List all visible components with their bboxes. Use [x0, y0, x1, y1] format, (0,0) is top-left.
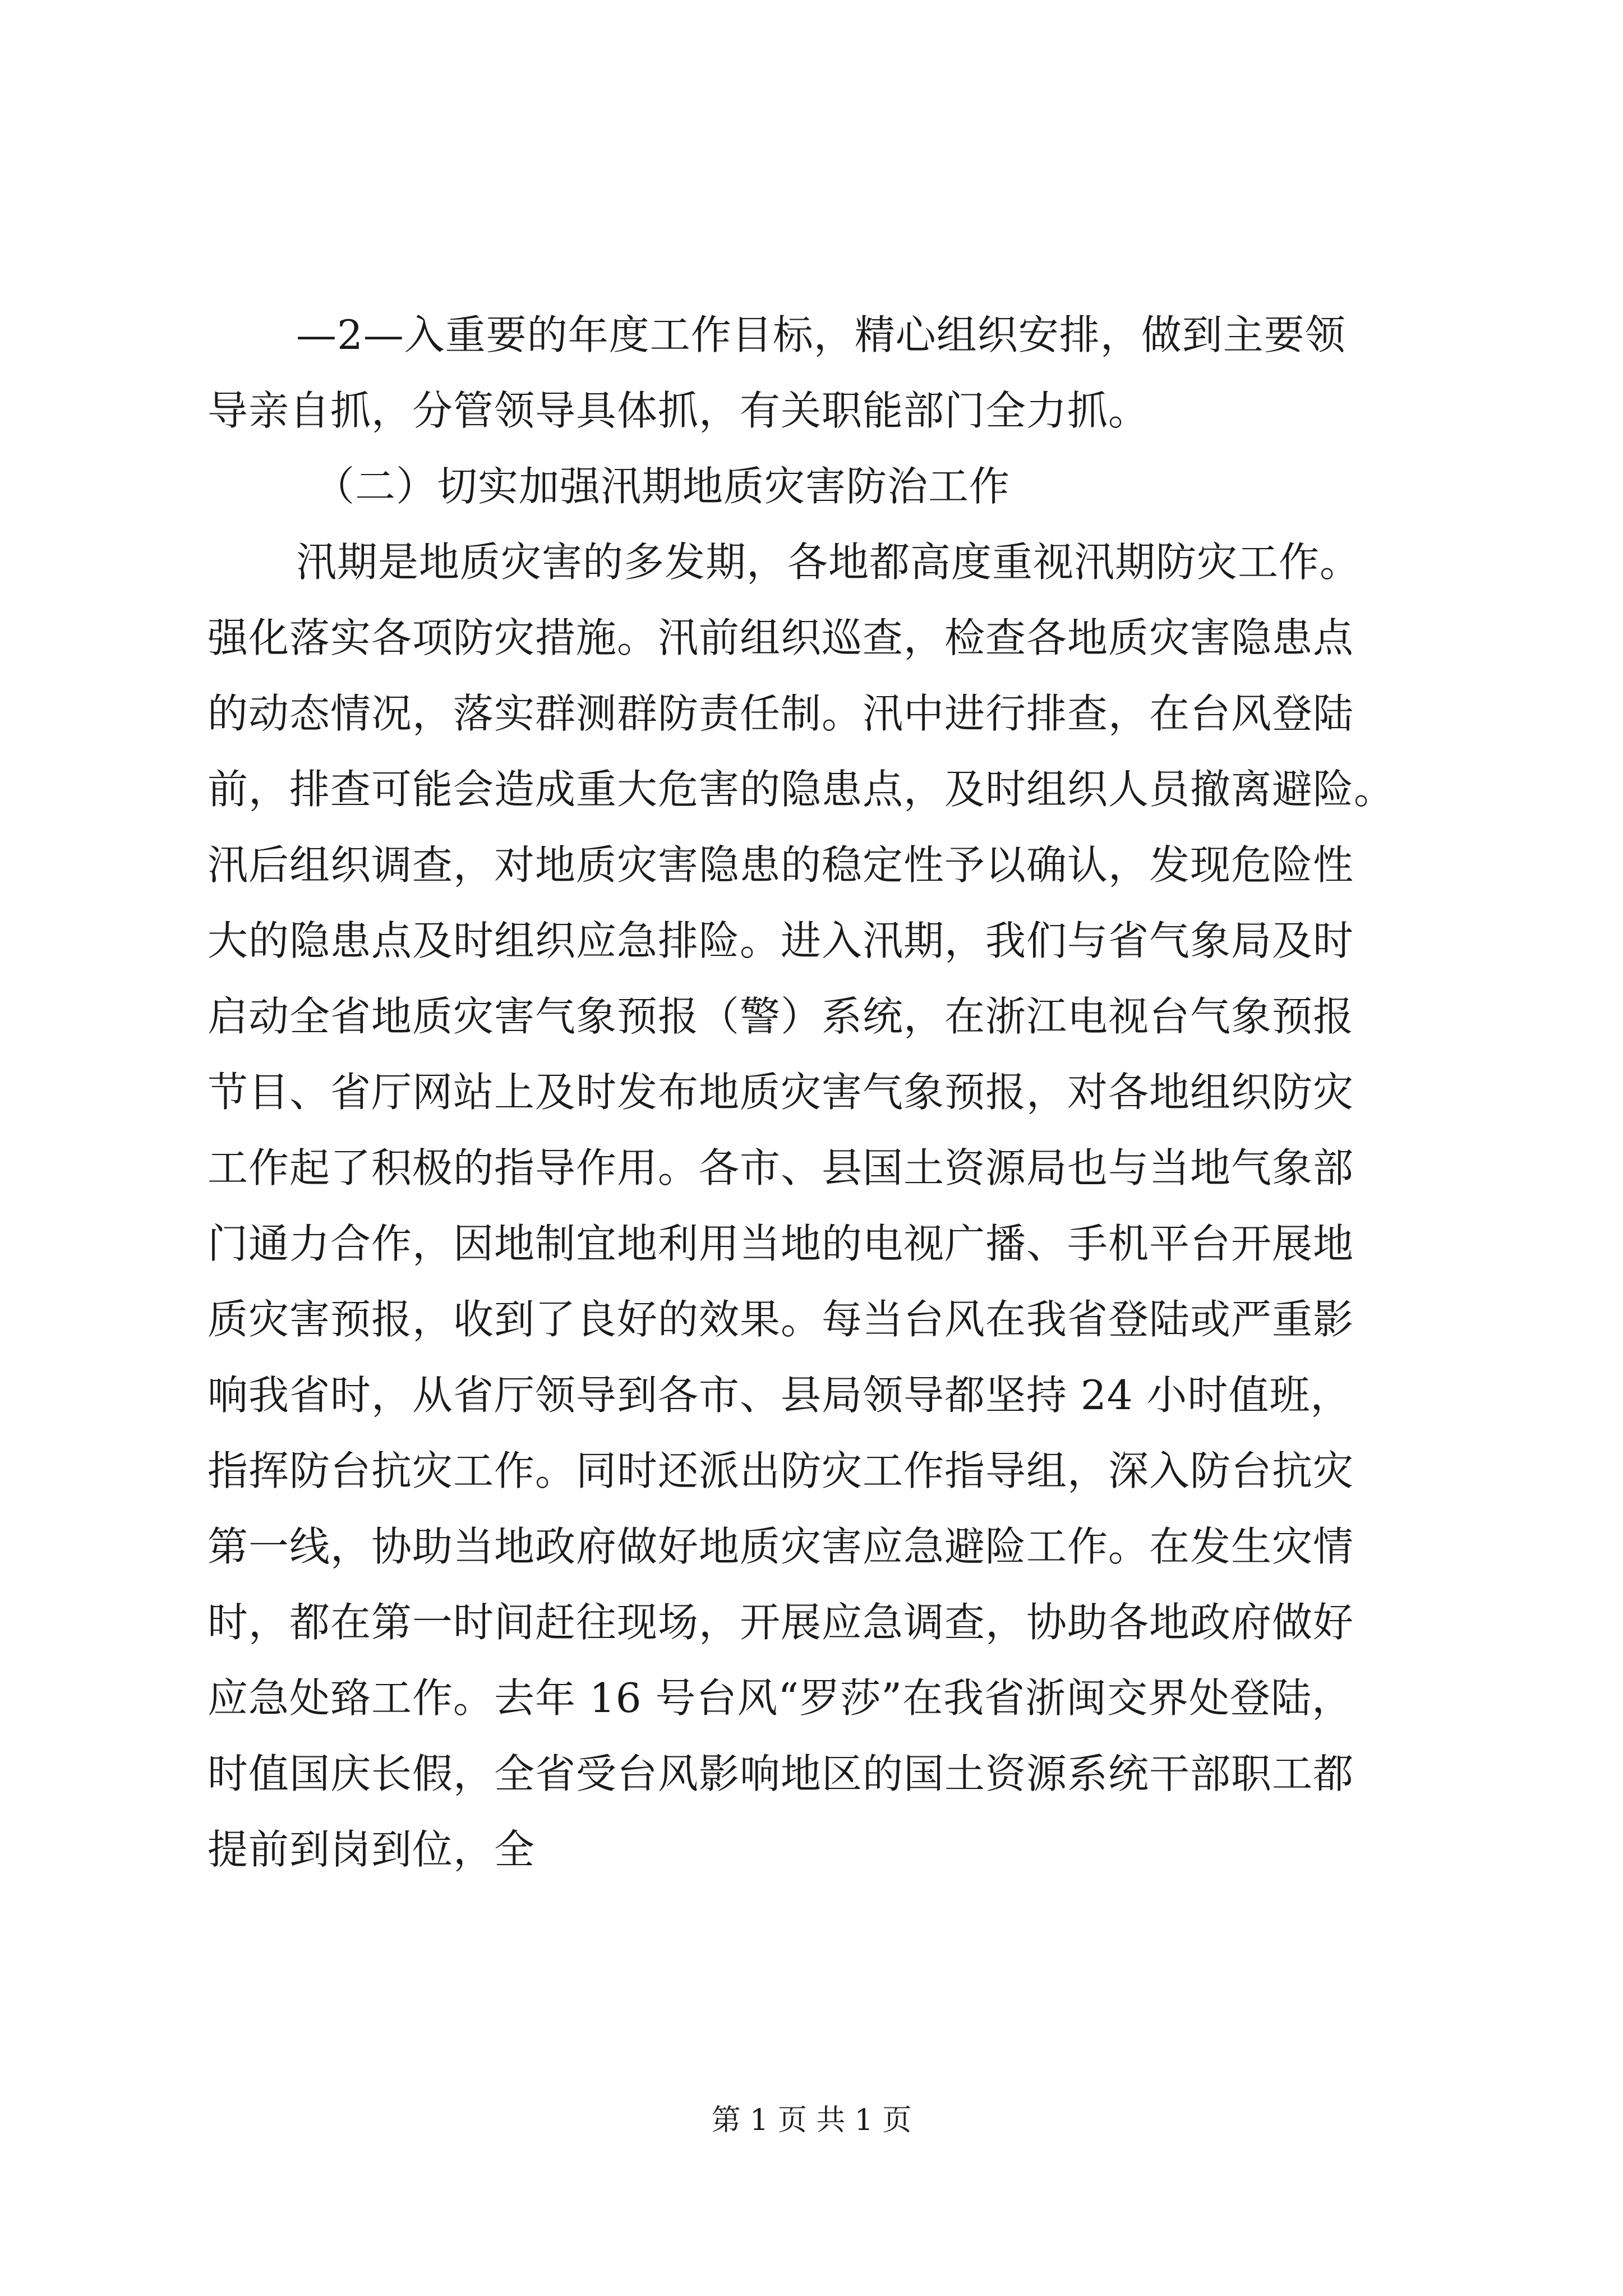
text-line-8: 汛后组织调查，对地质灾害隐患的稳定性予以确认，发现危险性 [208, 841, 1354, 889]
document-body [208, 297, 1419, 1888]
text-line-20: 时值国庆长假，全省受台风影响地区的国土资源系统干部职工都 [208, 1750, 1354, 1797]
section-heading: （二）切实加强汛期地质灾害防治工作 [314, 463, 1011, 510]
text-line-4: 汛期是地质灾害的多发期，各地都高度重视汛期防灾工作。 [296, 539, 1361, 586]
text-line-6: 的动态情况，落实群测群防责任制。汛中进行排查，在台风登陆 [208, 690, 1354, 737]
text-line-15: 响我省时，从省厅领导到各市、县局领导都坚持 24 小时值班， [208, 1372, 1352, 1419]
text-line-12: 工作起了积极的指导作用。各市、县国土资源局也与当地气象部 [208, 1144, 1354, 1191]
text-line-7: 前，排查可能会造成重大危害的隐患点，及时组织人员撤离避险。 [208, 766, 1395, 813]
text-line-2: 导亲自抓，分管领导具体抓，有关职能部门全力抓。 [208, 387, 1150, 434]
text-line-21: 提前到岗到位，全 [208, 1826, 536, 1873]
text-line-16: 指挥防台抗灾工作。同时还派出防灾工作指导组，深入防台抗灾 [208, 1447, 1354, 1494]
text-line-19: 应急处臵工作。去年 16 号台风“罗莎”在我省浙闽交界处登陆， [208, 1674, 1353, 1722]
text-line-13: 门通力合作，因地制宜地利用当地的电视广播、手机平台开展地 [208, 1220, 1354, 1267]
text-line-1: —2—入重要的年度工作目标，精心组织安排，做到主要领 [296, 311, 1346, 358]
text-line-17: 第一线，协助当地政府做好地质灾害应急避险工作。在发生灾情 [208, 1523, 1354, 1570]
text-line-14: 质灾害预报，收到了良好的效果。每当台风在我省登陆或严重影 [208, 1296, 1354, 1343]
page-footer: 第 1 页 共 1 页 [711, 2104, 912, 2137]
text-line-11: 节目、省厅网站上及时发布地质灾害气象预报，对各地组织防灾 [208, 1069, 1354, 1116]
text-line-18: 时，都在第一时间赶往现场，开展应急调查，协助各地政府做好 [208, 1599, 1354, 1646]
text-line-10: 启动全省地质灾害气象预报（警）系统，在浙江电视台气象预报 [208, 993, 1354, 1040]
text-line-9: 大的隐患点及时组织应急排险。进入汛期，我们与省气象局及时 [208, 917, 1354, 964]
text-line-5: 强化落实各项防灾措施。汛前组织巡查，检查各地质灾害隐患点 [208, 614, 1354, 661]
